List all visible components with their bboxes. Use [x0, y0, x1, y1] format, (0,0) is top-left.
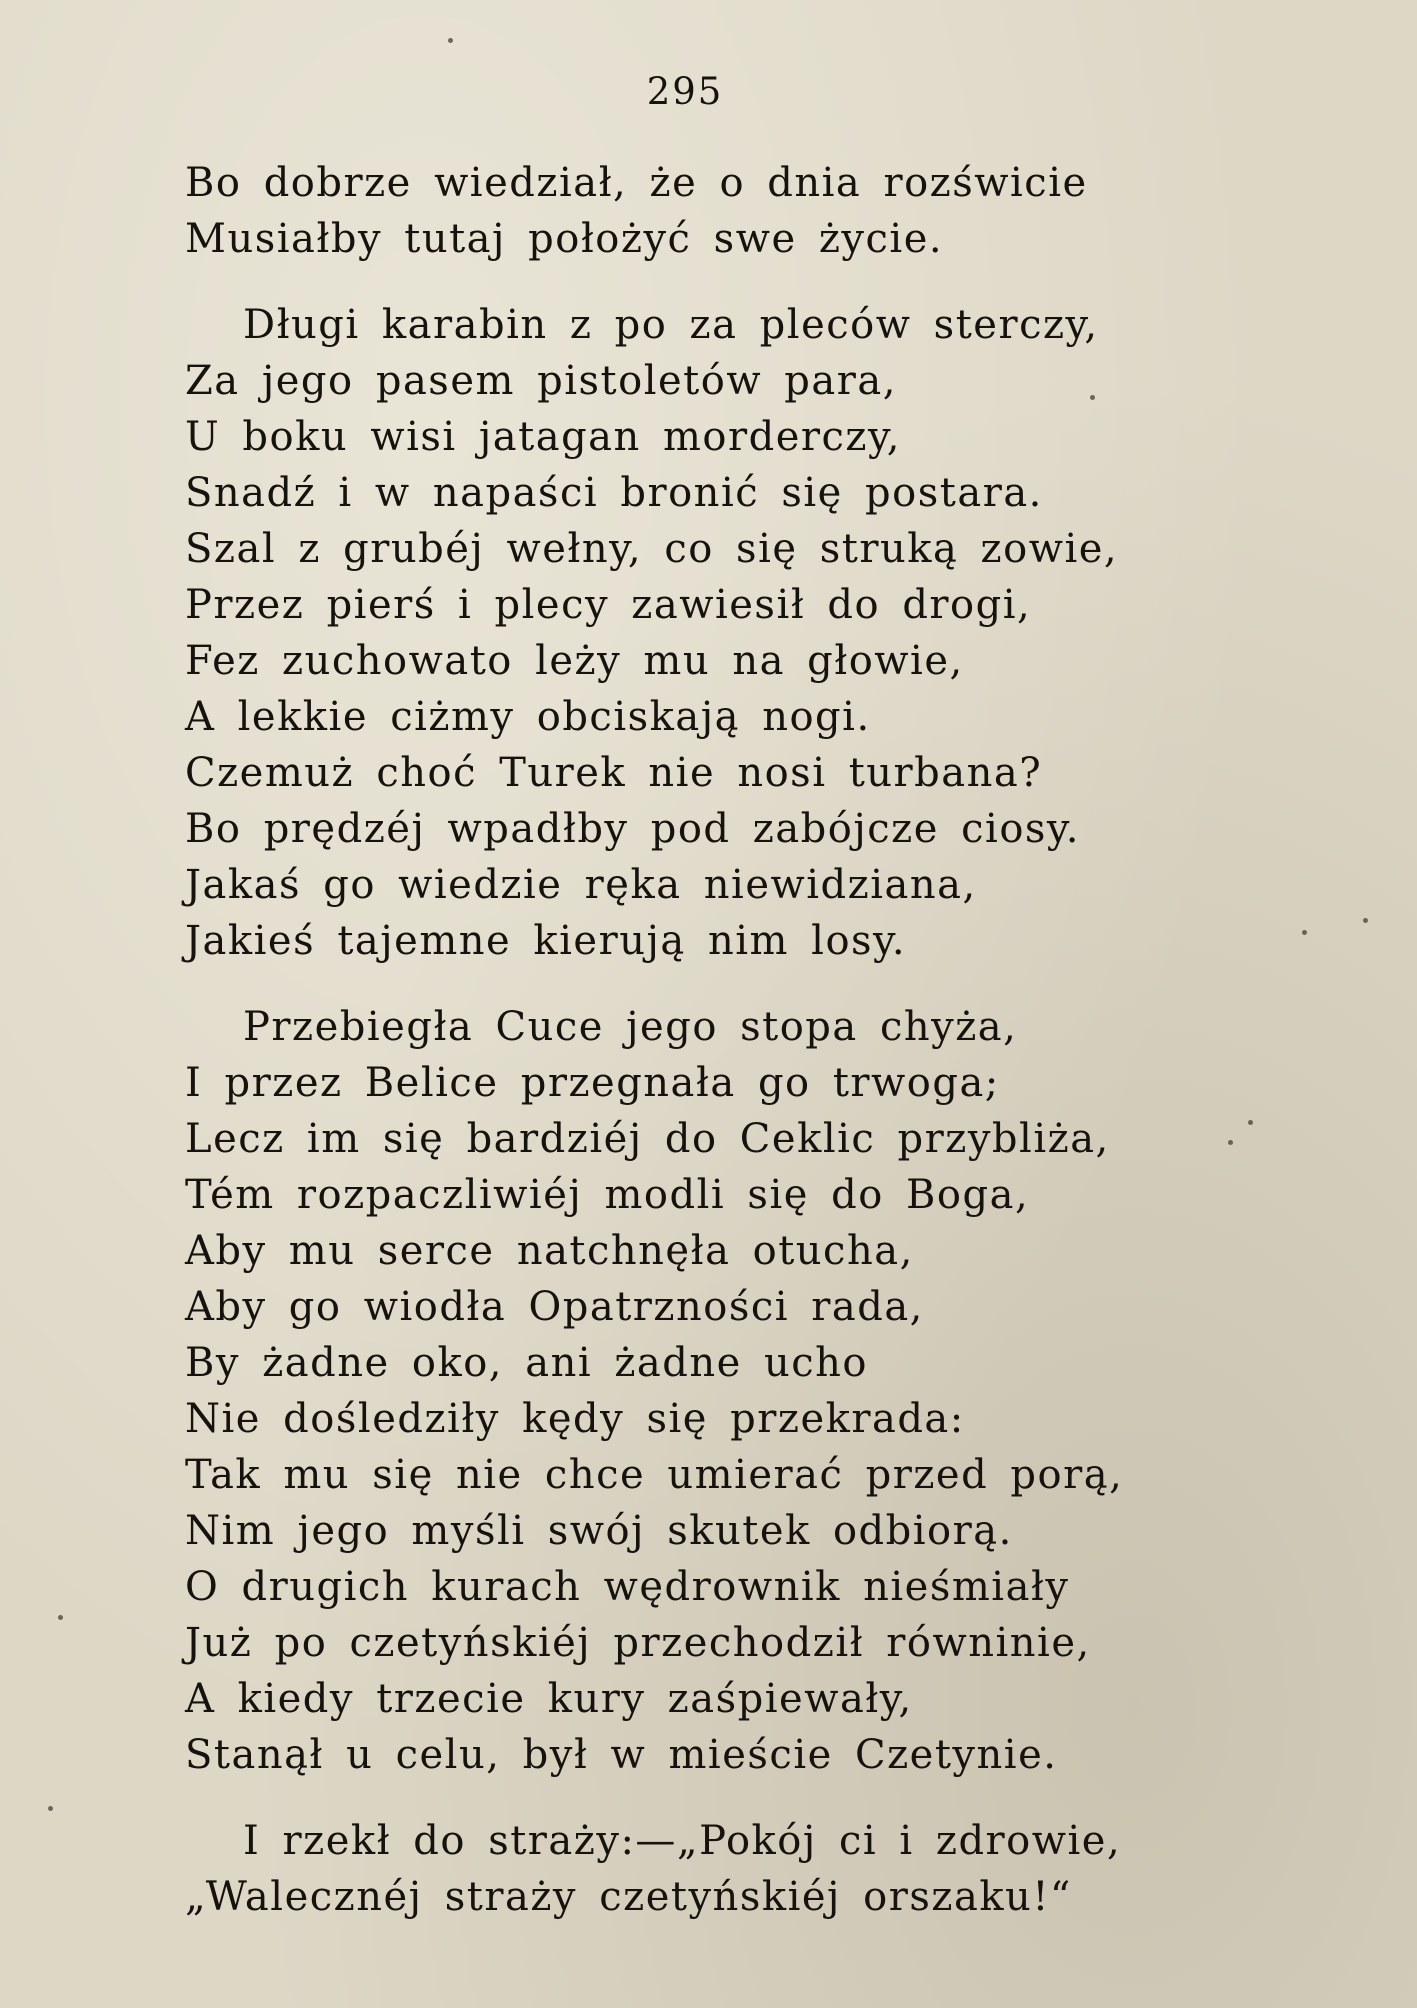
- paper-speck: [1090, 395, 1095, 400]
- poem-line: Jakaś go wiedzie ręka niewidziana,: [185, 862, 977, 908]
- poem-line: A lekkie ciżmy obciskają nogi.: [185, 694, 871, 740]
- paper-speck: [1302, 930, 1307, 935]
- poem-line: Tak mu się nie chce umierać przed porą,: [185, 1452, 1124, 1498]
- page-number: 295: [646, 70, 724, 113]
- poem-line: Lecz im się bardziéj do Ceklic przybliża,: [185, 1116, 1110, 1162]
- paper-speck: [48, 1806, 53, 1811]
- poem-line: Fez zuchowato leży mu na głowie,: [185, 638, 964, 684]
- poem-line: Tém rozpaczliwiéj modli się do Boga,: [185, 1172, 1030, 1218]
- poem-line: Snadź i w napaści bronić się postara.: [185, 470, 1043, 516]
- paper-speck: [58, 1615, 63, 1620]
- poem-line: O drugich kurach wędrownik nieśmiały: [185, 1564, 1070, 1610]
- stanza: [185, 155, 1345, 267]
- poem-line: Szal z grubéj wełny, co się struką zowie,: [185, 526, 1119, 572]
- poem-line: Długi karabin z po za pleców sterczy,: [243, 302, 1099, 348]
- poem-line: Już po czetyńskiéj przechodził równinie,: [185, 1620, 1091, 1666]
- poem-line: Aby go wiodła Opatrzności rada,: [185, 1284, 924, 1330]
- poem-line: Jakieś tajemne kierują nim losy.: [185, 918, 907, 964]
- poem-line: I rzekł do straży:—„Pokój ci i zdrowie,: [243, 1818, 1122, 1864]
- paper-speck: [1363, 918, 1368, 923]
- stanza: [185, 999, 1345, 1783]
- poem-line: Musiałby tutaj położyć swe życie.: [185, 216, 944, 262]
- paper-speck: [448, 38, 453, 43]
- poem-line: Bo dobrze wiedział, że o dnia rozświcie: [185, 160, 1088, 206]
- poem-line: Bo prędzéj wpadłby pod zabójcze ciosy.: [185, 806, 1080, 852]
- poem-line: U boku wisi jatagan morderczy,: [185, 414, 902, 460]
- poem-line: I przez Belice przegnała go trwoga;: [185, 1060, 1000, 1106]
- poem-line: Stanął u celu, był w mieście Czetynie.: [185, 1732, 1058, 1778]
- poem-line: Aby mu serce natchnęła otucha,: [185, 1228, 914, 1274]
- poem-line: Przez pierś i plecy zawiesił do drogi,: [185, 582, 1032, 628]
- paper-speck: [1248, 1120, 1253, 1125]
- poem-line: Czemuż choć Turek nie nosi turbana?: [185, 750, 1043, 796]
- poem-text: [185, 155, 1345, 1955]
- poem-line: Nie dośledziły kędy się przekrada:: [185, 1396, 965, 1442]
- poem-line: „Walecznéj straży czetyńskiéj orszaku!“: [185, 1874, 1072, 1920]
- poem-line: Nim jego myśli swój skutek odbiorą.: [185, 1508, 1013, 1554]
- poem-line: Przebiegła Cuce jego stopa chyża,: [243, 1004, 1018, 1050]
- poem-line: A kiedy trzecie kury zaśpiewały,: [185, 1676, 913, 1722]
- poem-line: Za jego pasem pistoletów para,: [185, 358, 897, 404]
- stanza: [185, 297, 1345, 969]
- paper-speck: [1228, 1140, 1233, 1145]
- poem-line: By żadne oko, ani żadne ucho: [185, 1340, 869, 1386]
- stanza: [185, 1813, 1345, 1925]
